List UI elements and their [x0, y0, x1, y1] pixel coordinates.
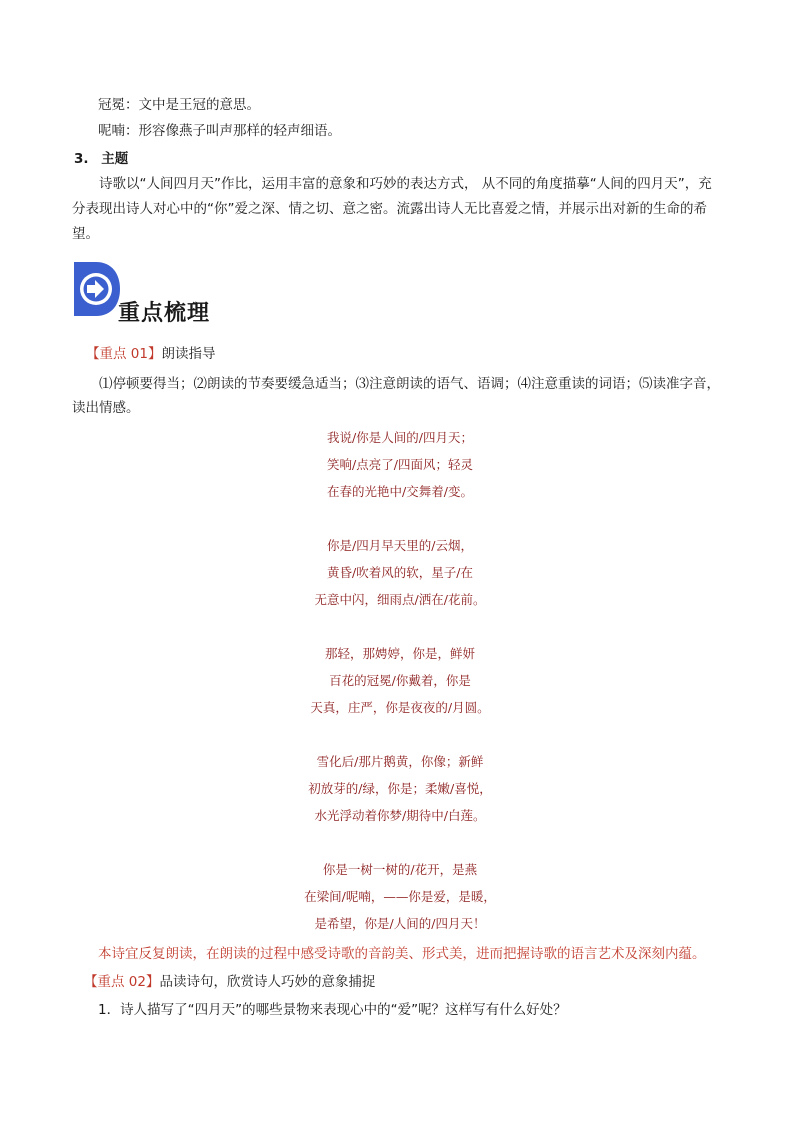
- poem-line: 水光浮动着你梦/期待中/白莲。: [314, 808, 486, 823]
- section-title: 重点梳理: [118, 301, 211, 326]
- theme-paragraph: 诗歌以“人间四月天”作比，运用丰富的意象和巧妙的表达方式， 从不同的角度描摹“人间的四月天”，充分表现出诗人对心中的“你”爱之深、情之切、意之密。流露出诗人无比喜爱之情，并展示出对新的生命的希望。: [72, 176, 712, 242]
- poem-stanza-2: [220, 536, 580, 617]
- note-text: ：形容像燕子叫声那样的轻声细语。: [125, 123, 341, 139]
- note-term: 冠冕: [98, 97, 125, 113]
- poem-stanza-4: [220, 752, 580, 833]
- poem-line: 在梁间/呢喃，——你是爱，是暖，: [304, 889, 496, 904]
- point1-label: 朗读指导: [161, 346, 216, 362]
- point-tag-open: 【重点: [84, 974, 125, 990]
- poem-line: 在春的光艳中/交舞着/变。: [327, 484, 473, 499]
- poem-line: 那轻，那娉婷，你是，鲜妍: [324, 646, 475, 661]
- point2-heading: [84, 972, 375, 992]
- reading-summary: 本诗宜反复朗读，在朗读的过程中感受诗歌的音韵美、形式美，进而把握诗歌的语言艺术及深刻内蕴。: [98, 946, 706, 962]
- poem-line: 你是一树一树的/花开，是燕: [322, 862, 478, 877]
- note-guanmian: [98, 95, 260, 115]
- point-tag-number: 01: [126, 346, 148, 362]
- note-nina: [98, 121, 341, 141]
- question-1: 1．诗人描写了“四月天”的哪些景物来表现心中的“爱”呢？这样写有什么好处？: [98, 1002, 567, 1018]
- poem-line: 雪化后/那片鹅黄，你像；新鲜: [316, 754, 484, 769]
- poem-line: 天真，庄严，你是夜夜的/月圆。: [310, 700, 490, 715]
- theme-label: 主题: [101, 151, 129, 167]
- poem-line: 笑响/点亮了/四面风；轻灵: [327, 457, 473, 472]
- point1-heading: [86, 344, 215, 364]
- poem-stanza-3: [220, 644, 580, 725]
- point-tag-close: 】: [147, 346, 162, 362]
- poem-line: 是希望，你是/人间的/四月天！: [314, 916, 486, 931]
- poem-stanza-5: [220, 860, 580, 941]
- poem-line: 无意中闪，细雨点/洒在/花前。: [314, 592, 486, 607]
- poem-stanza-1: [220, 428, 580, 509]
- point-tag-open: 【重点: [86, 346, 127, 362]
- theme-heading: [74, 149, 128, 169]
- arrow-badge-icon: [72, 258, 122, 320]
- point-tag-close: 】: [145, 974, 160, 990]
- theme-number: 3.: [74, 151, 89, 167]
- poem-line: 初放芽的/绿，你是；柔嫩/喜悦，: [308, 781, 492, 796]
- point1-paragraph: ⑴停顿要得当；⑵朗读的节奏要缓急适当；⑶注意朗读的语气、语调；⑷注意重读的词语；⑸读准字音，读出情感。: [72, 376, 720, 416]
- poem-line: 百花的冠冕/你戴着，你是: [329, 673, 471, 688]
- poem-line: 我说/你是人间的/四月天；: [327, 430, 473, 445]
- point2-label: 品读诗句，欣赏诗人巧妙的意象捕捉: [159, 974, 376, 990]
- note-term: 呢喃: [98, 123, 125, 139]
- poem-line: 黄昏/吹着风的软，星子/在: [327, 565, 473, 580]
- poem-line: 你是/四月早天里的/云烟，: [327, 538, 473, 553]
- point-tag-number: 02: [124, 974, 146, 990]
- note-text: ：文中是王冠的意思。: [125, 97, 260, 113]
